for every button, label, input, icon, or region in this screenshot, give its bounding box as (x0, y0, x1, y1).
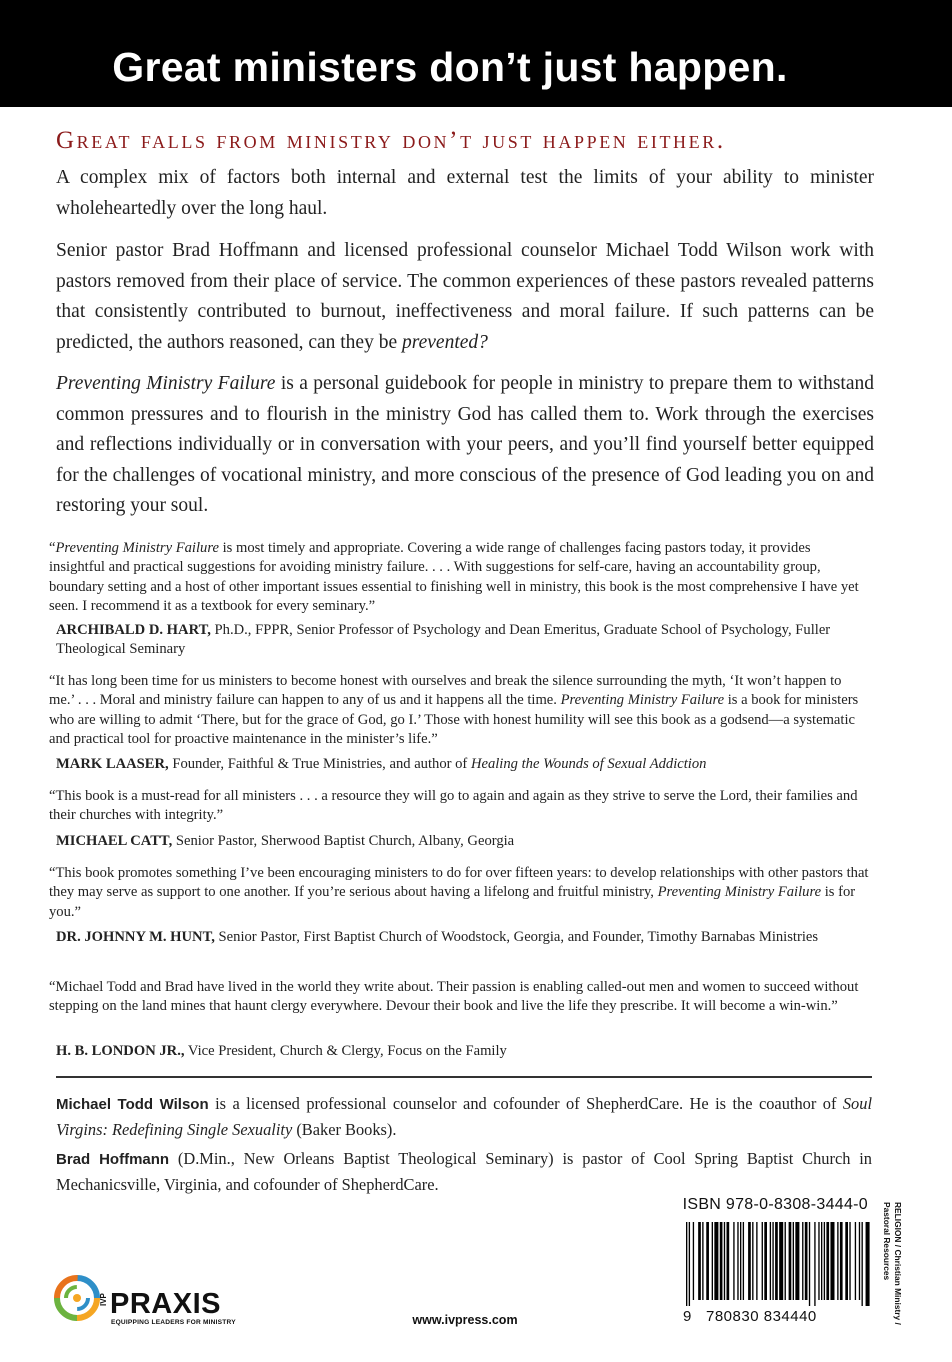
category-line-1: RELIGION / Christian Ministry / (893, 1202, 903, 1325)
author-bio-text: is a licensed professional counselor and cofounder of ShepherdCare. He is the coauthor of (208, 1094, 843, 1113)
barcode-bar (795, 1222, 799, 1300)
author-bio-1 (56, 1091, 872, 1142)
author-name: Brad Hoffmann (56, 1151, 170, 1168)
barcode-first-digit: 9 (683, 1308, 692, 1325)
barcode-bar (779, 1222, 783, 1300)
quote-text-end: is for you.” (49, 884, 856, 920)
endorsement-1-quote (49, 539, 869, 616)
quote-book-title: Preventing Ministry Failure (657, 884, 822, 901)
paragraph-3-text: is a personal guidebook for people in ministry to prepare them to withstand common pressures and to flourish in the ministry God has called them to. Work through the exercises and reflections individually or in conversation with your peers, and you’ll find yourself better equipped for the challenges of vocational ministry, and more conscious of the presence of God leading you on and restoring your soul. (56, 373, 874, 516)
barcode-bar (818, 1222, 819, 1300)
barcode-bar (772, 1222, 773, 1300)
barcode-bar (805, 1222, 808, 1300)
barcode-bar (802, 1222, 803, 1300)
barcode-bar (702, 1222, 703, 1300)
paragraph-2 (56, 236, 874, 358)
barcode-bar (845, 1222, 848, 1300)
barcode-bar (785, 1222, 786, 1300)
endorser-title: Ph.D., FPPR, Senior Professor of Psychology and Dean Emeritus, Graduate School of Psychology, Fuller Theological Seminary (56, 622, 831, 658)
barcode-bar (770, 1222, 771, 1300)
barcode-bar (849, 1222, 850, 1300)
barcode-bar (837, 1222, 838, 1300)
barcode-bar (740, 1222, 741, 1300)
barcode-bar (733, 1222, 734, 1300)
open-quote: “ (49, 540, 56, 556)
publisher-url[interactable]: www.ivpress.com (412, 1313, 518, 1327)
endorsement-4-quote (49, 864, 869, 922)
category-line-2: Pastoral Resources (882, 1202, 892, 1281)
author-book: Soul Virgins: Redefining Single Sexuality (56, 1094, 872, 1139)
barcode-bar (775, 1222, 778, 1300)
barcode-bar (737, 1222, 738, 1300)
paragraph-3 (56, 369, 874, 522)
divider (56, 1076, 872, 1078)
author-name: Michael Todd Wilson (56, 1096, 209, 1113)
barcode-bar (727, 1222, 730, 1300)
headline: Great ministers don’t just happen. (112, 44, 788, 90)
praxis-logo-icon (54, 1275, 100, 1321)
subhead: Great falls from ministry don’t just happen either. (56, 127, 726, 154)
barcode-bar (830, 1222, 834, 1300)
barcode-bar (824, 1222, 825, 1300)
brand-tagline: EQUIPPING LEADERS FOR MINISTRY (111, 1319, 236, 1326)
quote-text-end: is a book for ministers who are willing to admit ‘There, but for the grace of God, go I.’ Those with honest humility will see this book as a godsend—a systematic and practical tool for proactive maintenance in the minister’s life.” (49, 692, 859, 747)
endorser-name: MARK LAASER, (56, 756, 169, 772)
barcode-bar (748, 1222, 751, 1300)
barcode-bar (793, 1222, 794, 1300)
barcode-bar (720, 1222, 723, 1300)
paragraph-1: A complex mix of factors both internal and external test the limits of your ability to minister wholeheartedly over the long haul. (56, 167, 874, 219)
barcode-bar (689, 1222, 690, 1306)
author-bio-text: (D.Min., New Orleans Baptist Theological Seminary) is pastor of Cool Spring Baptist Church in Mechanicsville, Virginia, and cofounder of ShepherdCare. (56, 1149, 872, 1194)
author-bio-2 (56, 1146, 872, 1197)
quote-text: “This book promotes something I’ve been encouraging ministers to do for over fifteen years: to develop relationships with other pastors that they may serve as support to one another. If you’re serious about having a lifelong and fruitful ministry, (49, 865, 869, 901)
endorser-name: H. B. LONDON JR., (56, 1043, 185, 1059)
endorsement-2-quote (49, 672, 869, 749)
barcode-bar (789, 1222, 792, 1300)
barcode-bar (840, 1222, 843, 1300)
barcode-bar (866, 1222, 870, 1306)
endorsement-2-attribution (56, 755, 856, 774)
book-title: Preventing Ministry Failure (56, 373, 276, 394)
barcode-bar (764, 1222, 767, 1300)
quote-text: is most timely and appropriate. Covering a wide range of challenges facing pastors today, it provides insightful and practical suggestions for avoiding ministry failure. . . . With suggestions for self-care, having an accountability group, boundary setting and a host of other important issues essential to finishing well in ministry, this book is the most comprehensive I have yet seen. I recommend it as a textbook for every seminary.” (49, 540, 859, 614)
endorsement-3-quote: “This book is a must-read for all ministers . . . a resource they will go to again and again as they strive to serve the Lord, their families and their churches with integrity.” (49, 788, 858, 824)
quote-text: “It has long been time for us ministers to become honest with ourselves and break the silence surrounding the myth, ‘It won’t happen to me.’ . . . Moral and ministry failure can happen to any of us and it happens all the time. (49, 673, 842, 709)
endorser-title: Founder, Faithful & True Ministries, and author of (168, 756, 471, 772)
barcode-digits: 780830 834440 (706, 1308, 817, 1325)
barcode-bar (743, 1222, 744, 1300)
endorser-name: ARCHIBALD D. HART, (56, 622, 211, 638)
barcode-bar (686, 1222, 687, 1306)
praxis-brand: PRAXIS (110, 1288, 221, 1320)
endorser-title: Vice President, Church & Clergy, Focus on the Family (184, 1043, 507, 1059)
barcode-bar (859, 1222, 860, 1300)
author-bio-end: (Baker Books). (292, 1120, 397, 1139)
barcode-bar (762, 1222, 763, 1300)
barcode-bar (752, 1222, 753, 1300)
barcode (682, 1222, 870, 1308)
endorser-title: Senior Pastor, First Baptist Church of Woodstock, Georgia, and Founder, Timothy Barnabas Ministries (214, 929, 819, 945)
barcode-bar (855, 1222, 856, 1300)
ivp-label: IVP (99, 1293, 108, 1306)
barcode-bar (706, 1222, 709, 1300)
barcode-bar (698, 1222, 701, 1300)
barcode-bar (712, 1222, 713, 1300)
barcode-bar (826, 1222, 829, 1300)
endorser-book: Healing the Wounds of Sexual Addiction (470, 756, 707, 772)
endorsement-4-attribution (56, 928, 856, 947)
barcode-bar (862, 1222, 863, 1306)
quote-book-title: Preventing Ministry Failure (560, 692, 725, 709)
barcode-bar (693, 1222, 694, 1300)
barcode-bar (724, 1222, 725, 1300)
paragraph-2-text: Senior pastor Brad Hoffmann and licensed professional counselor Michael Todd Wilson work with pastors removed from their place of service. The common experiences of these pastors revealed patterns that consistently contributed to burnout, ineffectiveness and moral failure. If such patterns can be predicted, the authors reasoned, can they be (56, 240, 874, 353)
barcode-bar (756, 1222, 757, 1300)
barcode-bar (814, 1222, 815, 1306)
category-label (881, 1202, 903, 1362)
endorsement-3-attribution (56, 832, 856, 851)
quote-book-title: Preventing Ministry Failure (55, 540, 219, 556)
isbn-label: ISBN 978-0-8308-3444-0 (682, 1196, 868, 1213)
endorsement-5-quote: “Michael Todd and Brad have lived in the world they write about. Their passion is enabling called-out men and women to succeed without stepping on the land mines that haunt clergy everywhere. Devour their book and live the life they prescribe. It will become a win-win.” (49, 979, 859, 1015)
endorsement-5-attribution (56, 1042, 856, 1061)
endorser-title: Senior Pastor, Sherwood Baptist Church, Albany, Georgia (172, 833, 515, 849)
barcode-bar (714, 1222, 718, 1300)
barcode-bar (821, 1222, 822, 1300)
endorsement-1-attribution (56, 621, 856, 660)
endorser-name: MICHAEL CATT, (56, 833, 173, 849)
endorser-name: DR. JOHNNY M. HUNT, (56, 929, 215, 945)
barcode-bar (809, 1222, 810, 1306)
paragraph-2-italic: prevented? (401, 331, 488, 353)
